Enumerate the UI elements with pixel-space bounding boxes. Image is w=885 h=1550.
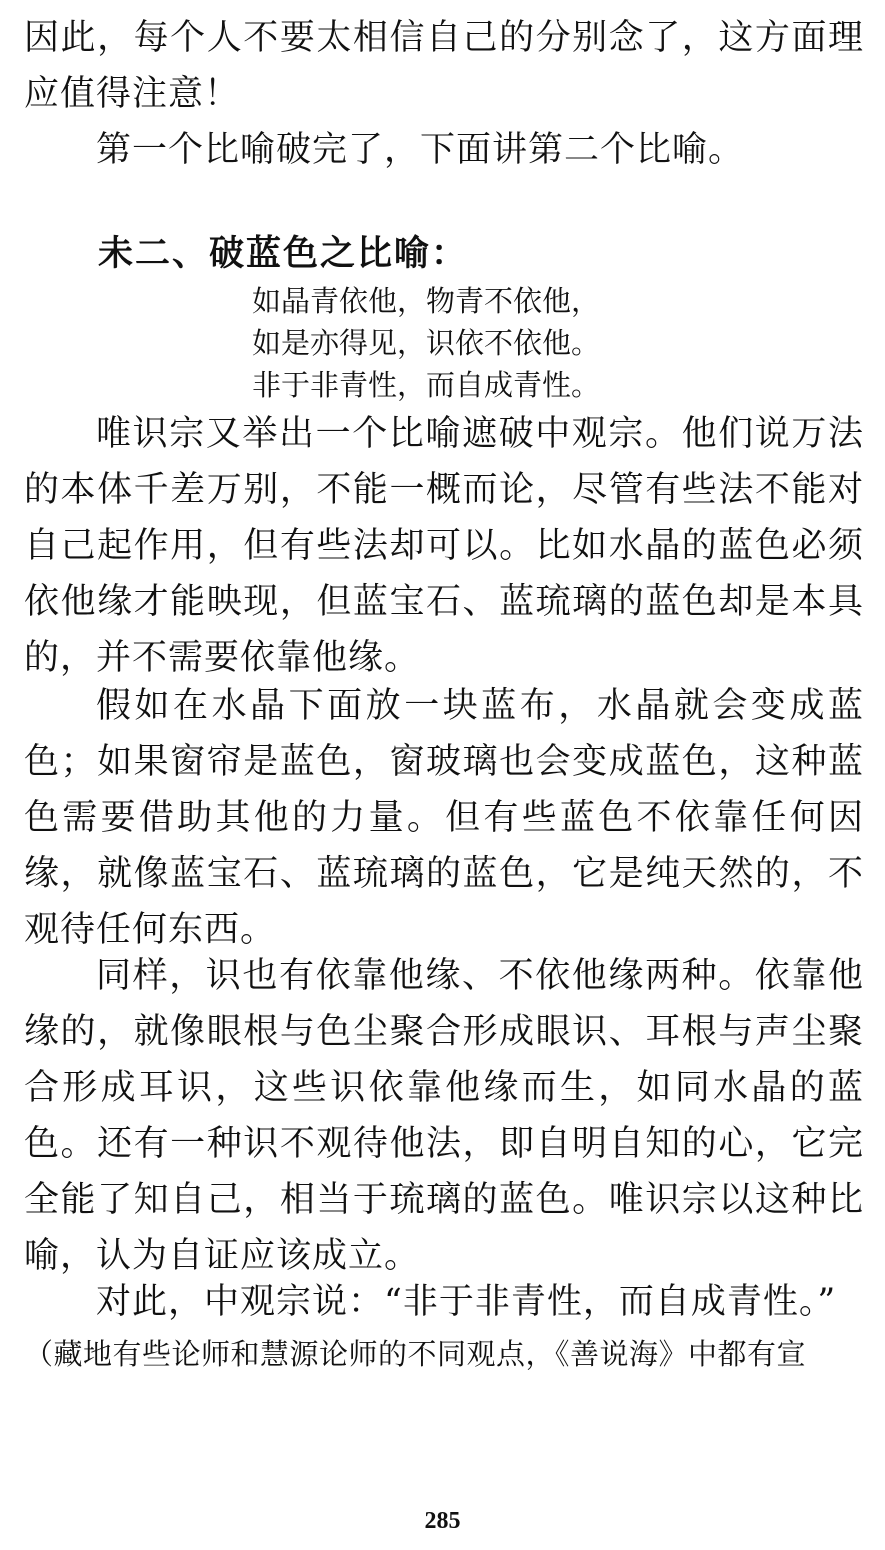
verse-line: 如是亦得见，识依不依他。 bbox=[252, 326, 601, 360]
paragraph-body: 唯识宗又举出一个比喻遮破中观宗。他们说万法的本体千差万别，不能一概而论，尽管有些法不能对自己起作用，但有些法却可以。比如水晶的蓝色必须依他缘才能映现，但蓝宝石、蓝琉璃的蓝色却是本具的，并不需要依靠他缘。 bbox=[24, 414, 864, 678]
section-heading: 未二、破蓝色之比喻： bbox=[98, 233, 469, 274]
verse-line: 如晶青依他，物青不依他， bbox=[252, 284, 601, 318]
verse-line: 非于非青性，而自成青性。 bbox=[252, 368, 601, 402]
paragraph-body: 同样，识也有依靠他缘、不依他缘两种。依靠他缘的，就像眼根与色尘聚合形成眼识、耳根与声尘聚合形成耳识，这些识依靠他缘而生，如同水晶的蓝色。还有一种识不观待他法，即自明自知的心，它完全能了知自己，相当于琉璃的蓝色。唯识宗以这种比喻，认为自证应该成立。 bbox=[24, 956, 864, 1276]
paragraph-intro: 因此，每个人不要太相信自己的分别念了，这方面理应值得注意！ bbox=[24, 18, 864, 114]
paragraph-transition: 第一个比喻破完了，下面讲第二个比喻。 bbox=[96, 130, 745, 170]
annotation-note: （藏地有些论师和慧源论师的不同观点，《善说海》中都有宣 bbox=[24, 1337, 807, 1371]
paragraph-body: 对此，中观宗说：“非于非青性，而自成青性。” bbox=[96, 1282, 837, 1322]
paragraph-body: 假如在水晶下面放一块蓝布，水晶就会变成蓝色；如果窗帘是蓝色，窗玻璃也会变成蓝色，这种蓝色需要借助其他的力量。但有些蓝色不依靠任何因缘，就像蓝宝石、蓝琉璃的蓝色，它是纯天然的，不观待任何东西。 bbox=[24, 686, 864, 950]
page-number: 285 bbox=[424, 1508, 461, 1534]
